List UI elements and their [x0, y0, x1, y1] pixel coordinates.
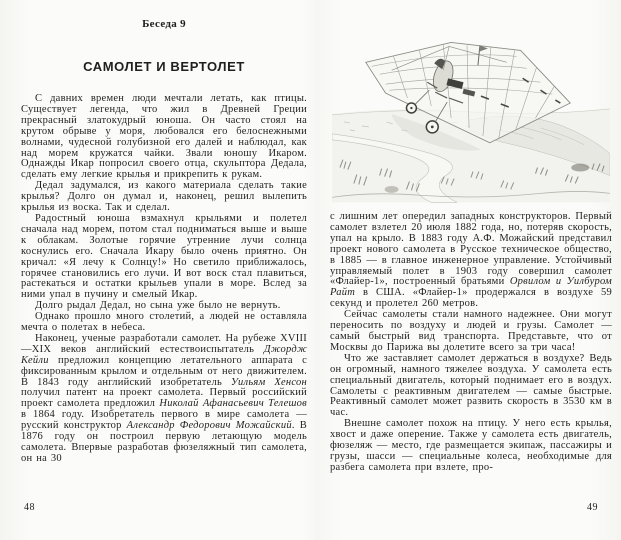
body-text: Радостный юноша взмахнул крыльями и полетел сначала над морем, потом стал подниматься выше и выше к облакам. Золотые горячие утренние лучи солнца коснулись его. Сначала Икару было очень приятно. Он кричал: «Я лечу к Солнцу!» Но светило приближалось, горячее становились его лучи. И вот воск стал плавиться, растекаться и остатки крыльев упали в море. Вслед за ними упал в пучину и смелый Икар. — [21, 212, 307, 301]
body-text: . В 1876 году он построил первую летающую модель самолета. Впервые разработав фюзеляжный тип самолета, он на 30 — [21, 420, 307, 464]
paragraph — [21, 312, 307, 334]
body-text: в США. «Флайер-1» продержался в воздухе 59 секунд и пролетел 260 метров. — [330, 287, 612, 310]
body-text: предложил концепцию летательного аппарата с фиксированным крылом и отдельным от него движителем. В 1843 году английский изобретатель — [21, 354, 307, 388]
paragraph — [330, 354, 612, 419]
paragraph — [330, 212, 612, 310]
body-text: Дедал задумался, из какого материала сделать такие крылья? Долго он думал и, наконец, решил вылепить крылья из воска. Так и сделал. — [21, 180, 307, 214]
person-name-italic: Уильям Хенсон — [230, 376, 307, 388]
person-name-italic: Александр Федорович Можайский — [126, 420, 292, 432]
body-text: в 1864 году. Изобретатель первого в мире самолета — русский конструктор — [21, 409, 307, 432]
person-name-italic: Николай Афанасьевич Телешов — [159, 398, 307, 410]
paragraph — [21, 334, 307, 465]
left-text-column — [21, 94, 307, 465]
body-text: Однако прошло много столетий, а людей не оставляла мечта о полетах в небеса. — [21, 311, 307, 334]
page-left — [21, 10, 307, 513]
paragraph — [330, 419, 612, 474]
page-right — [330, 10, 613, 513]
body-text: Что же заставляет самолет держаться в воздухе? Ведь он огромный, намного тяжелее воздуха. У самолета есть специальный двигатель, который поднимает его в воздух. Самолеты с реактивным двигателем — самые быстрые. Реактивный самолет может развить скорость в 3530 км в час. — [330, 352, 612, 419]
body-text: Сейчас самолеты стали намного надежнее. Они могут переносить по воздуху и людей и грузы. Самолет — самый быстрый вид транспорта. Представьте, что от Москвы до Парижа вы долетите всего за три часа! — [330, 309, 612, 353]
early-airplane-illustration — [332, 18, 610, 203]
paragraph — [21, 181, 307, 214]
right-text-column — [330, 212, 612, 474]
body-text: получил патент на проект самолета. Первый российский проект самолета предложил — [21, 387, 307, 410]
chapter-heading: Беседа 9 — [142, 18, 186, 30]
page-number-left: 48 — [24, 502, 35, 513]
body-text: Наконец, ученые разработали самолет. На рубеже XVIII—XIX веков английский естествоиспытатель — [21, 332, 307, 355]
page-number-right: 49 — [587, 502, 598, 513]
body-text: с лишним лет опередил западных конструкторов. Первый самолет взлетел 20 июля 1882 года, но, потеряв скорость, упал на крыло. В 1883 году А.Ф. Можайский представил проект нового самолета в Русское техническое общество, в 1885 — в главное инженерное управление. Устойчивый управляемый полет в 1903 году совершил самолет «Флайер-1», построенный братьями — [330, 211, 612, 288]
body-text: С давних времен люди мечтали летать, как птицы. Существует легенда, что жил в Древней Греции прекрасный златокудрый юноша. Он часто стоял на крутом обрыве у моря, любовался его белоснежными волнами, чудесной голубизной его далей и наблюдал, как над морем кружатся чайки. Звали юношу Икаром. Однажды Икар попросил своего отца, скульптора Дедала, сделать ему легкие крылья и прикрепить к рукам. — [21, 93, 307, 181]
person-name-italic: Орвилом и Уилбуром Райт — [330, 276, 613, 299]
person-name-italic: Джордж Кейли — [21, 343, 307, 366]
page-title: САМОЛЕТ И ВЕРТОЛЕТ — [83, 59, 245, 74]
paragraph — [330, 310, 612, 354]
body-text: Долго рыдал Дедал, но сына уже было не вернуть. — [35, 300, 281, 312]
paragraph — [21, 214, 307, 301]
paragraph — [21, 94, 307, 181]
airplane-sketch-svg — [332, 18, 610, 203]
body-text: Внешне самолет похож на птицу. У него есть крылья, хвост и даже оперение. Также у самолета есть двигатель, фюзеляж — место, где размещается экипаж, пассажиры и грузы, шасси — специальные колеса, необходимые для разбега самолета при взлете, про- — [330, 418, 612, 473]
